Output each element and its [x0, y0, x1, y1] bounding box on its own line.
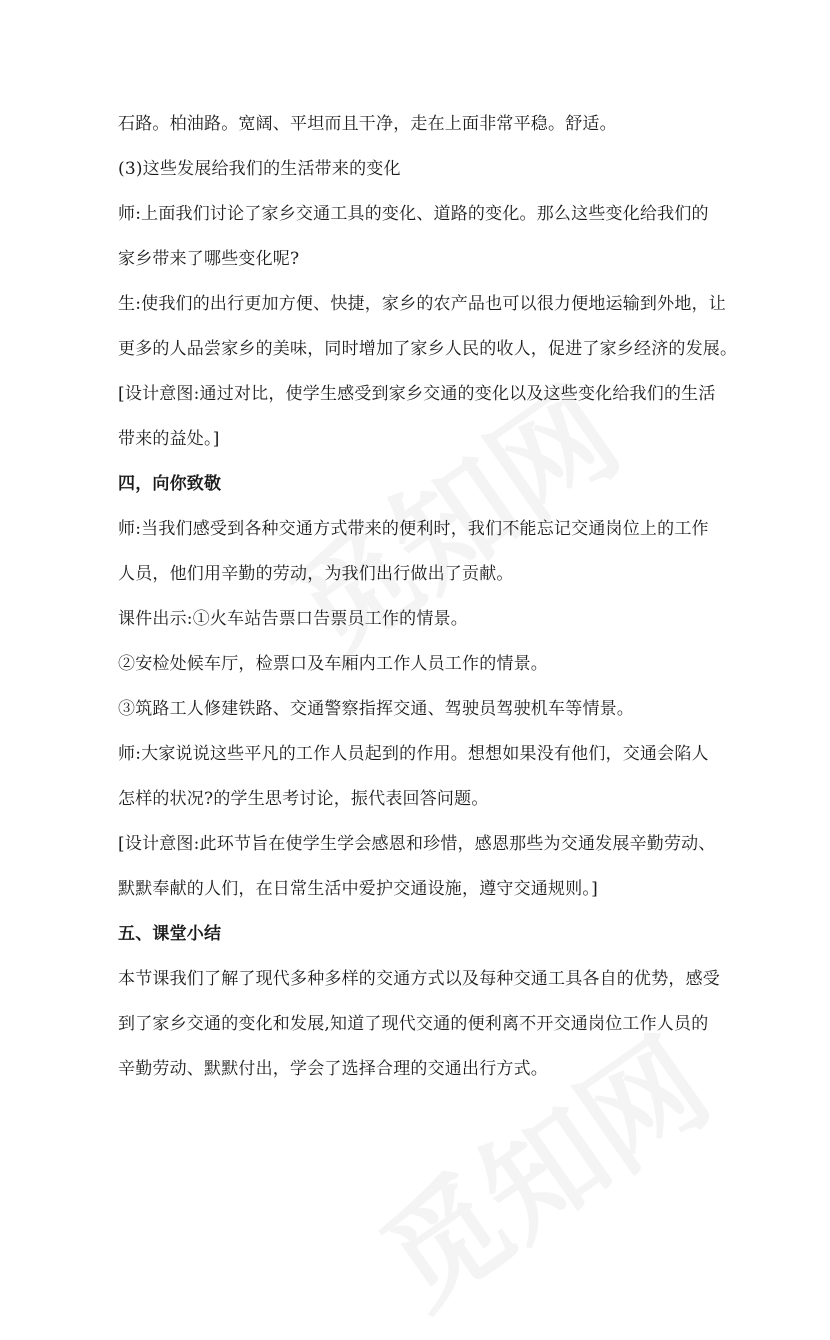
paragraph-line: 师:当我们感受到各种交通方式带来的便利时，我们不能忘记交通岗位上的工作 — [118, 519, 709, 539]
watermark-text-bottom — [343, 992, 737, 1339]
subheading-line: (3)这些发展给我们的生活带来的变化 — [118, 159, 401, 179]
paragraph-line: ③筑路工人修建铁路、交通警察指挥交通、驾驶员驾驶机车等情景。 — [118, 699, 634, 719]
paragraph-line: 课件出示:①火车站告票口告票员工作的情景。 — [118, 609, 468, 629]
paragraph-line: ②安检处候车厅，检票口及车厢内工作人员工作的情景。 — [118, 654, 548, 674]
paragraph-line: 到了家乡交通的变化和发展,知道了现代交通的便利离不开交通岗位工作人员的 — [118, 1014, 709, 1034]
paragraph-line: 人员，他们用辛勤的劳动，为我们出行做出了贡献。 — [118, 564, 514, 584]
design-intent-line: 默默奉献的人们，在日常生活中爱护交通设施，遵守交通规则。] — [118, 879, 598, 899]
design-intent-line: [设计意图:通过对比，使学生感受到家乡交通的变化以及这些变化给我们的生活 — [118, 384, 716, 404]
paragraph-line: 辛勤劳动、默默付出，学会了选择合理的交通出行方式。 — [118, 1059, 548, 1079]
design-intent-line: [设计意图:此环节旨在使学生学会感恩和珍惜，感恩那些为交通发展辛勤劳动、 — [118, 834, 716, 854]
paragraph-line: 石路。柏油路。宽阔、平坦而且干净，走在上面非常平稳。舒适。 — [118, 114, 617, 134]
paragraph-line: 师:上面我们讨论了家乡交通工具的变化、道路的变化。那么这些变化给我们的 — [118, 204, 709, 224]
section-heading: 五、课堂小结 — [118, 924, 222, 944]
section-heading: 四，向你致敬 — [118, 474, 222, 494]
paragraph-line: 本节课我们了解了现代多种多样的交通方式以及每种交通工具各自的优势，感受 — [118, 969, 720, 989]
design-intent-line: 带来的益处。] — [118, 429, 220, 449]
paragraph-line: 生:使我们的出行更加方便、快捷，家乡的农产品也可以很力便地运输到外地，让 — [118, 294, 726, 314]
paragraph-line: 师:大家说说这些平凡的工作人员起到的作用。想想如果没有他们，交通会陷人 — [118, 744, 709, 764]
paragraph-line: 更多的人品尝家乡的美味，同时增加了家乡人民的收人，促进了家乡经济的发展。 — [118, 339, 738, 359]
paragraph-line: 怎样的状况?的学生思考讨论，振代表回答问题。 — [118, 789, 489, 809]
paragraph-line: 家乡带来了哪些变化呢? — [118, 249, 300, 269]
